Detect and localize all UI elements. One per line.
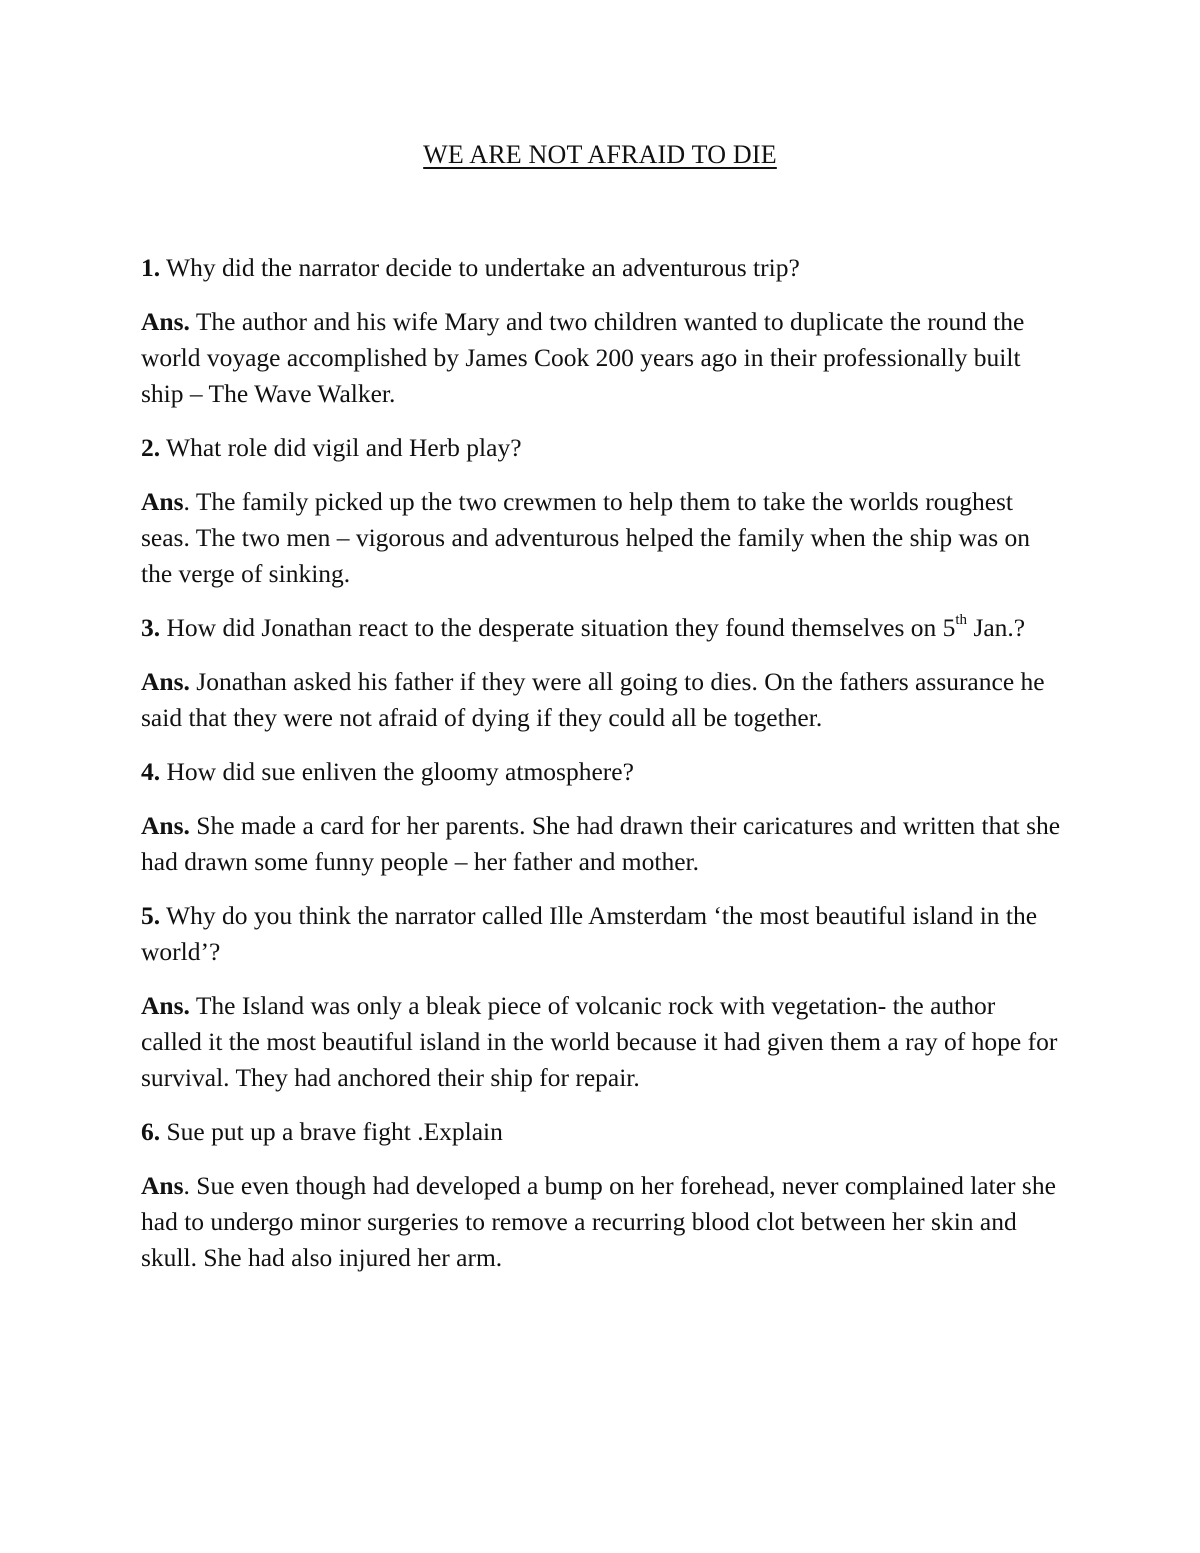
answer-label: Ans bbox=[141, 487, 184, 516]
question-1 bbox=[141, 250, 1061, 286]
question-text: Sue put up a brave fight .Explain bbox=[166, 1117, 503, 1146]
answer-label: Ans. bbox=[141, 307, 190, 336]
question-number: 4. bbox=[141, 757, 161, 786]
question-number: 5. bbox=[141, 901, 161, 930]
question-number: 2. bbox=[141, 433, 161, 462]
question-number: 1. bbox=[141, 253, 161, 282]
question-number: 3. bbox=[141, 613, 161, 642]
answer-3 bbox=[141, 664, 1061, 736]
question-4 bbox=[141, 754, 1061, 790]
answer-label: Ans. bbox=[141, 667, 190, 696]
question-text: How did Jonathan react to the desperate situation they found themselves on 5 bbox=[166, 613, 956, 642]
answer-label: Ans bbox=[141, 1171, 184, 1200]
qa-list bbox=[141, 250, 1061, 1294]
question-5 bbox=[141, 898, 1061, 970]
answer-text: . Sue even though had developed a bump on her forehead, never complained later she had to undergo minor surgeries to remove a recurring blood clot between her skin and skull. She had also injured her arm. bbox=[141, 1171, 1056, 1272]
question-number: 6. bbox=[141, 1117, 161, 1146]
page-title: WE ARE NOT AFRAID TO DIE bbox=[423, 140, 777, 169]
answer-1 bbox=[141, 304, 1061, 412]
question-text: Why do you think the narrator called Ille Amsterdam ‘the most beautiful island in the world’? bbox=[141, 901, 1038, 966]
answer-5 bbox=[141, 988, 1061, 1096]
answer-text: The Island was only a bleak piece of volcanic rock with vegetation- the author called it the most beautiful island in the world because it had given them a ray of hope for survival. They had anchored their ship for repair. bbox=[141, 991, 1058, 1092]
question-text: What role did vigil and Herb play? bbox=[166, 433, 522, 462]
question-text: Why did the narrator decide to undertake an adventurous trip? bbox=[166, 253, 800, 282]
question-3 bbox=[141, 610, 1061, 646]
answer-2 bbox=[141, 484, 1061, 592]
answer-4 bbox=[141, 808, 1061, 880]
answer-text: She made a card for her parents. She had drawn their caricatures and written that she had drawn some funny people – her father and mother. bbox=[141, 811, 1061, 876]
answer-text: The author and his wife Mary and two children wanted to duplicate the round the world voyage accomplished by James Cook 200 years ago in their professionally built ship – The Wave Walker. bbox=[141, 307, 1025, 408]
answer-text: Jonathan asked his father if they were all going to dies. On the fathers assurance he said that they were not afraid of dying if they could all be together. bbox=[141, 667, 1045, 732]
question-6 bbox=[141, 1114, 1061, 1150]
question-text: How did sue enliven the gloomy atmosphere? bbox=[166, 757, 634, 786]
answer-label: Ans. bbox=[141, 811, 190, 840]
question-2 bbox=[141, 430, 1061, 466]
answer-6 bbox=[141, 1168, 1061, 1276]
question-text-end: Jan.? bbox=[967, 613, 1026, 642]
answer-text: . The family picked up the two crewmen to help them to take the worlds roughest seas. The two men – vigorous and adventurous helped the family when the ship was on the verge of sinking. bbox=[141, 487, 1031, 588]
ordinal-suffix: th bbox=[955, 611, 968, 628]
answer-label: Ans. bbox=[141, 991, 190, 1020]
